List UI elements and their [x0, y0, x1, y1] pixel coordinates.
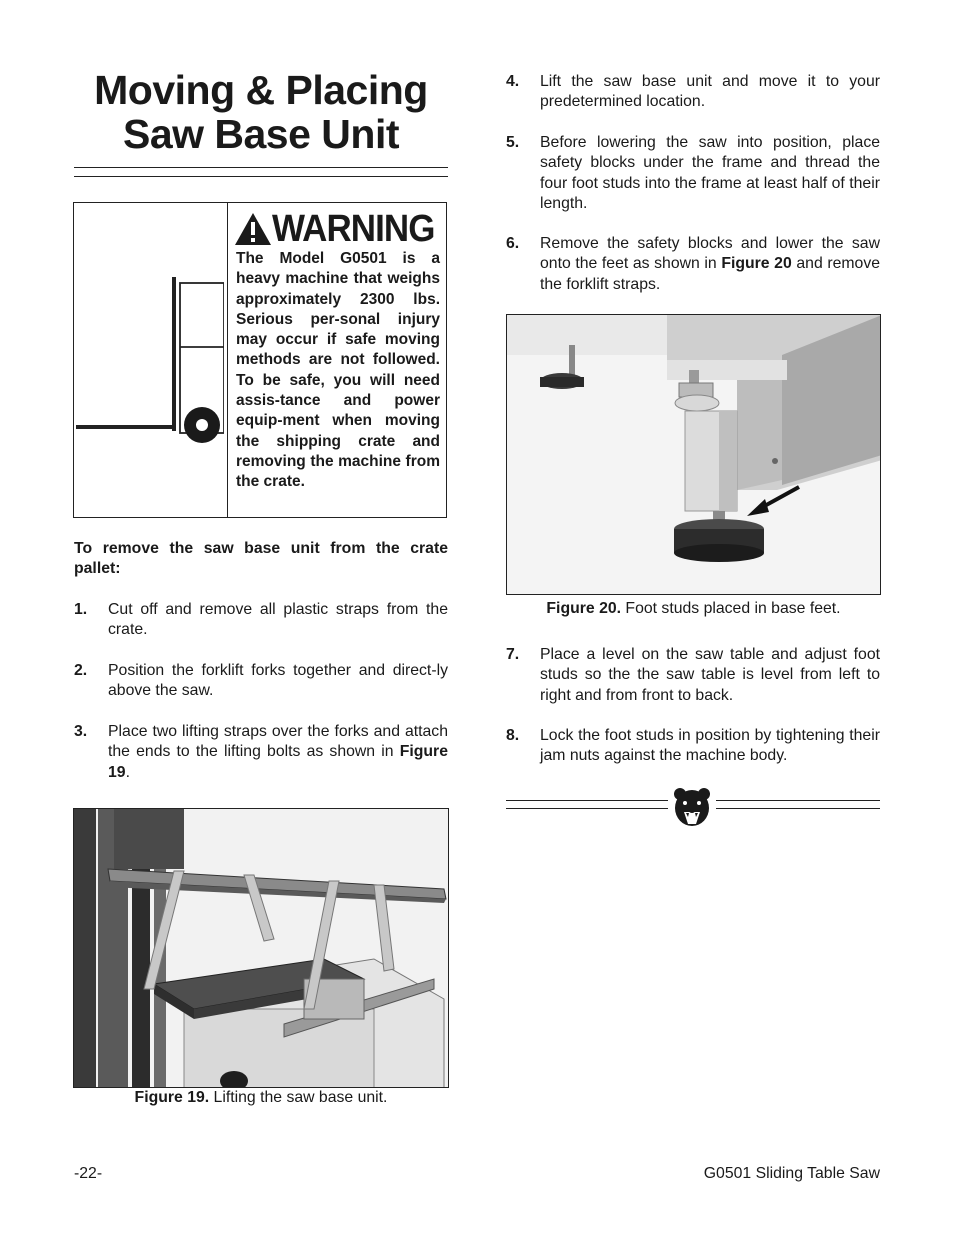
figure-20-photo [506, 314, 881, 595]
figure-19-ref: Figure 19 [108, 743, 448, 781]
warning-box [73, 202, 447, 518]
figure-19-photo [73, 808, 449, 1088]
intro-text: To remove the saw base unit from the crate pallet: [74, 540, 448, 578]
page-title: Moving & Placing Saw Base Unit [94, 67, 428, 157]
manual-title: G0501 Sliding Table Saw [703, 1165, 880, 1182]
divider-rule-right [716, 800, 880, 809]
warning-triangle-icon [234, 212, 272, 246]
figure-20-ref: Figure 20 [721, 255, 792, 273]
title-rule [74, 167, 448, 177]
foot-stud-illustration [507, 315, 881, 595]
step-3: 3. Place two lifting straps over the forks and attach the ends to the lifting bolts as shown in Figure 19. [74, 723, 448, 781]
figure-19-caption: Figure 19. Lifting the saw base unit. [134, 1089, 388, 1106]
step-5: 5. Before lowering the saw into position, place safety blocks under the frame and thread the four foot studs into the frame at least half of their length. [506, 134, 880, 212]
warning-heading: WARNING [234, 207, 449, 251]
forklift-icon [76, 273, 224, 449]
step-1: 1. Cut off and remove all plastic straps from the crate. [74, 601, 448, 639]
warning-text: The Model G0501 is a heavy machine that weighs approximately 2300 lbs. Serious per-sonal injury may occur if safe moving methods are not followed. To be safe, you will need assis-tance and power equip-ment when moving the shipping crate and removing the machine from the crate. [236, 250, 440, 491]
figure-20-caption: Figure 20. Foot studs placed in base feet. [546, 600, 841, 617]
step-6: 6. Remove the safety blocks and lower the saw onto the feet as shown in Figure 20 and remove the forklift straps. [506, 235, 881, 293]
bear-logo-icon [672, 786, 712, 830]
warning-divider [227, 203, 228, 517]
forklift-lifting-illustration [74, 809, 449, 1088]
step-7: 7. Place a level on the saw table and adjust foot studs so the the saw table is level from left to right and from front to back. [506, 646, 880, 704]
step-2: 2. Position the forklift forks together and direct-ly above the saw. [74, 662, 448, 700]
step-4: 4. Lift the saw base unit and move it to your predetermined location. [506, 73, 880, 111]
step-8: 8. Lock the foot studs in position by tightening their jam nuts against the machine body. [506, 727, 880, 765]
divider-rule-left [506, 800, 668, 809]
page-number: -22- [74, 1165, 103, 1182]
